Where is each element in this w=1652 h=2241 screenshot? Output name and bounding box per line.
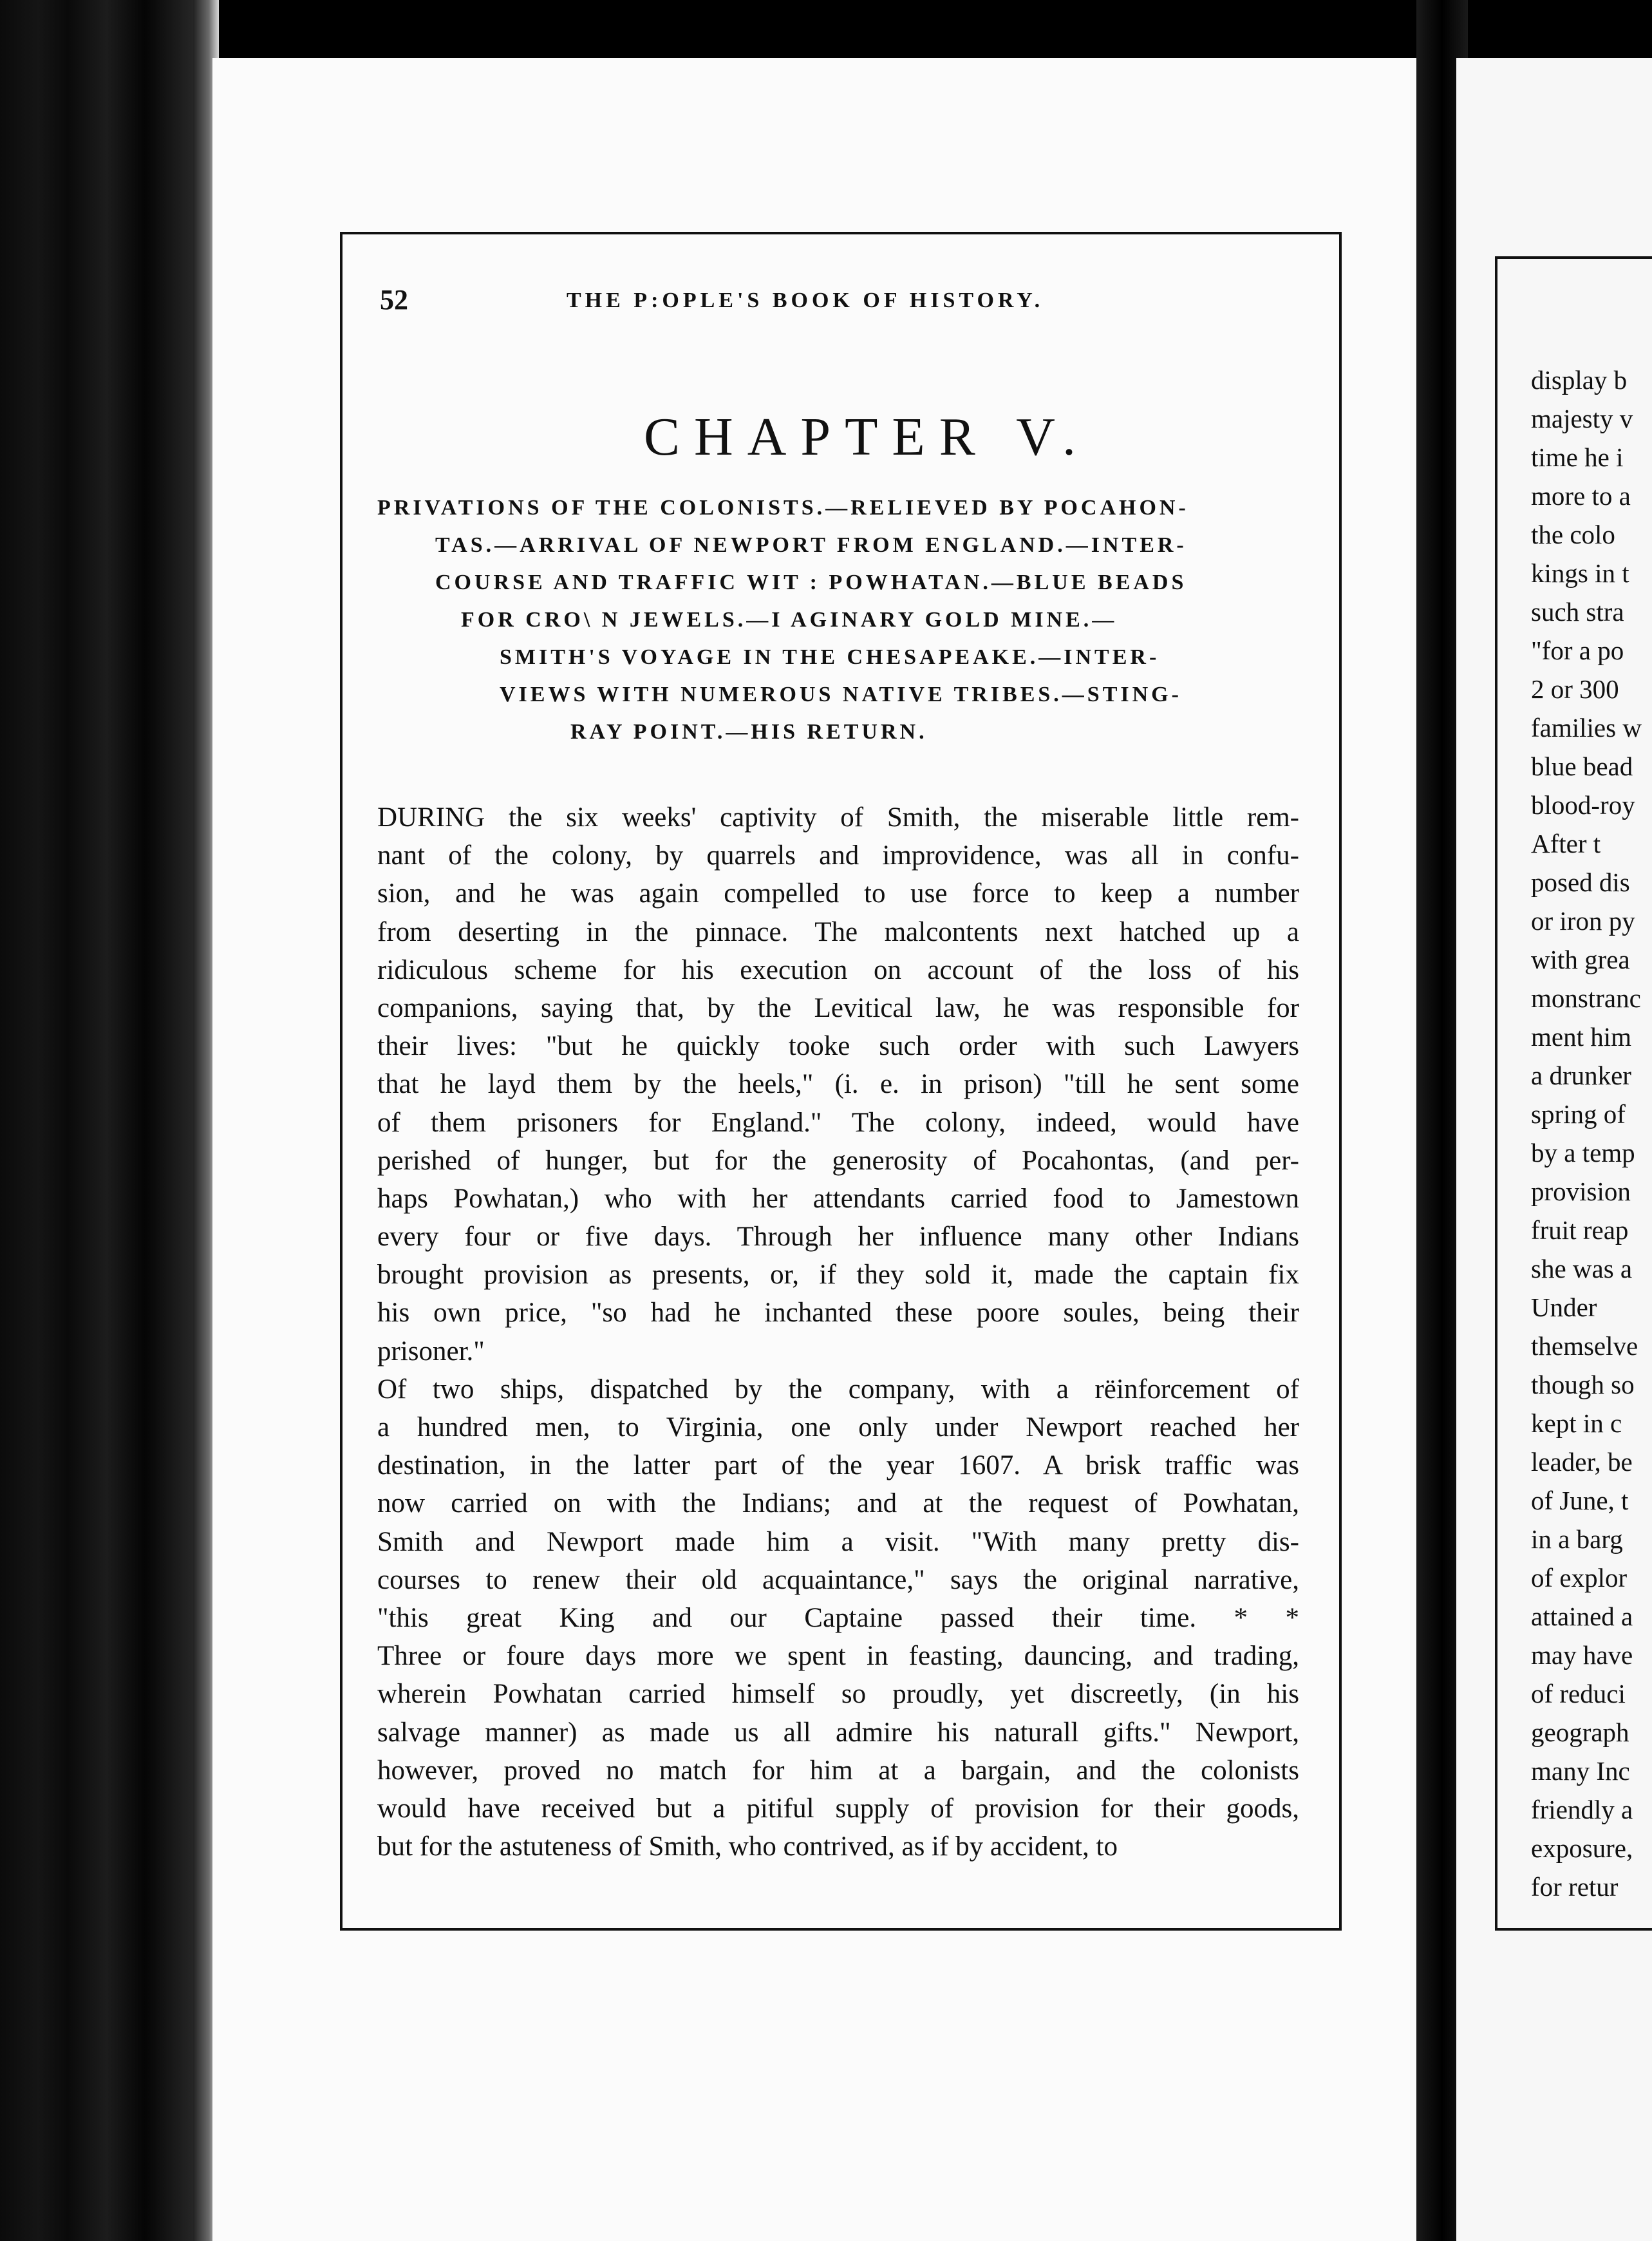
chapter-title: CHAPTER V. (644, 407, 1091, 467)
text-line: ridiculous scheme for his execution on account of the loss of his (377, 954, 1299, 985)
text-line: sion, and he was again compelled to use force to keep a number (377, 878, 1299, 909)
right-page-line: geograph (1531, 1717, 1629, 1747)
synopsis-line: SMITH'S VOYAGE IN THE CHESAPEAKE.—INTER- (500, 645, 1160, 669)
text-line: but for the astuteness of Smith, who contrived, as if by accident, to (377, 1831, 1118, 1862)
right-page-line: for retur (1531, 1872, 1619, 1902)
synopsis-line: COURSE AND TRAFFIC WIT : POWHATAN.—BLUE BEADS (435, 571, 1187, 594)
right-page-line: "for a po (1531, 636, 1624, 665)
right-page-line: ment him (1531, 1022, 1632, 1052)
text-line: Three or foure days more we spent in feasting, dauncing, and trading, (377, 1641, 1299, 1672)
right-page-line: such stra (1531, 597, 1624, 627)
text-line: their lives: "but he quickly tooke such order with such Lawyers (377, 1031, 1299, 1062)
right-page-line: many Inc (1531, 1756, 1630, 1786)
text-line: DURING the six weeks' captivity of Smith, the miserable little rem- (377, 802, 1299, 833)
text-line: of them prisoners for England." The colony, indeed, would have (377, 1107, 1299, 1138)
right-page-line: majesty v (1531, 404, 1633, 433)
right-page-line: monstranc (1531, 983, 1641, 1013)
right-page-line: a drunker (1531, 1061, 1631, 1090)
text-line: prisoner." (377, 1336, 485, 1366)
text-line: that he layd them by the heels," (i. e. in prison) "till he sent some (377, 1069, 1299, 1100)
text-line: his own price, "so had he inchanted these poore soules, being their (377, 1298, 1299, 1329)
synopsis-line: PRIVATIONS OF THE COLONISTS.—RELIEVED BY POCAHON- (377, 496, 1189, 520)
right-page-line: blue bead (1531, 752, 1633, 781)
right-page-line: 2 or 300 (1531, 674, 1619, 704)
chapter-synopsis (377, 489, 1311, 751)
right-page-line: of June, t (1531, 1486, 1629, 1515)
right-page-line: Under (1531, 1292, 1597, 1322)
right-page-line: kings in t (1531, 558, 1629, 588)
text-line: destination, in the latter part of the year 1607. A brisk traffic was (377, 1450, 1299, 1481)
synopsis-line: TAS.—ARRIVAL OF NEWPORT FROM ENGLAND.—INTER- (435, 533, 1187, 557)
text-line: companions, saying that, by the Levitical law, he was responsible for (377, 992, 1299, 1023)
text-line: nant of the colony, by quarrels and improvidence, was all in confu- (377, 840, 1299, 871)
book-binding (0, 0, 193, 2241)
right-page-line: attained a (1531, 1602, 1633, 1631)
text-line: every four or five days. Through her influence many other Indians (377, 1222, 1299, 1253)
synopsis-line: RAY POINT.—HIS RETURN. (570, 720, 928, 744)
right-page-line: though so (1531, 1370, 1635, 1399)
text-line: courses to renew their old acquaintance," says the original narrative, (377, 1564, 1299, 1595)
page-number: 52 (380, 284, 408, 316)
right-page-line: blood-roy (1531, 790, 1635, 820)
synopsis-line: FOR CRO\ N JEWELS.—I AGINARY GOLD MINE.— (461, 608, 1118, 632)
text-line: haps Powhatan,) who with her attendants carried food to Jamestown (377, 1183, 1299, 1214)
right-page-line: may have (1531, 1640, 1633, 1670)
right-page-line: fruit reap (1531, 1215, 1629, 1245)
text-line: wherein Powhatan carried himself so proudly, yet discreetly, (in his (377, 1679, 1299, 1710)
right-page-line: she was a (1531, 1254, 1633, 1283)
text-line: salvage manner) as made us all admire his naturall gifts." Newport, (377, 1717, 1299, 1748)
right-page-line: or iron py (1531, 906, 1635, 936)
right-page-line: in a barg (1531, 1524, 1623, 1554)
right-page-line: time he i (1531, 442, 1624, 472)
synopsis-line: VIEWS WITH NUMEROUS NATIVE TRIBES.—STING- (500, 683, 1182, 706)
text-line: Of two ships, dispatched by the company, with a rëinforcement of (377, 1374, 1299, 1404)
right-page-line: by a temp (1531, 1138, 1635, 1168)
text-line: a hundred men, to Virginia, one only under Newport reached her (377, 1412, 1299, 1442)
text-line: Smith and Newport made him a visit. "With many pretty dis- (377, 1526, 1299, 1557)
right-page-line: of reduci (1531, 1679, 1626, 1708)
right-page-line: exposure, (1531, 1833, 1633, 1863)
text-line: from deserting in the pinnace. The malcontents next hatched up a (377, 916, 1299, 947)
right-page-line: with grea (1531, 945, 1630, 974)
right-page-line: of explor (1531, 1563, 1628, 1593)
right-page-line: spring of (1531, 1099, 1626, 1129)
right-page-line: After t (1531, 829, 1601, 858)
right-page-line: the colo (1531, 520, 1615, 549)
running-head: THE P:OPLE'S BOOK OF HISTORY. (567, 288, 1044, 312)
right-page-line: kept in c (1531, 1408, 1622, 1438)
text-line: however, proved no match for him at a bargain, and the colonists (377, 1755, 1299, 1786)
text-line: perished of hunger, but for the generosity of Pocahontas, (and per- (377, 1145, 1299, 1176)
body-text (377, 799, 1299, 1866)
right-page-text (1531, 361, 1652, 1906)
text-line: would have received but a pitiful supply of provision for their goods, (377, 1793, 1299, 1824)
right-page-line: provision (1531, 1177, 1631, 1206)
right-page-line: more to a (1531, 481, 1631, 511)
right-page-line: display b (1531, 365, 1628, 395)
text-line: brought provision as presents, or, if they sold it, made the captain fix (377, 1260, 1299, 1291)
text-line: now carried on with the Indians; and at the request of Powhatan, (377, 1488, 1299, 1519)
right-page-line: families w (1531, 713, 1642, 742)
right-page-line: leader, be (1531, 1447, 1633, 1477)
right-page-line: themselve (1531, 1331, 1638, 1361)
right-page-line: friendly a (1531, 1795, 1633, 1824)
text-line: "this great King and our Captaine passed their time. * * (377, 1602, 1299, 1633)
right-page-line: posed dis (1531, 867, 1630, 897)
